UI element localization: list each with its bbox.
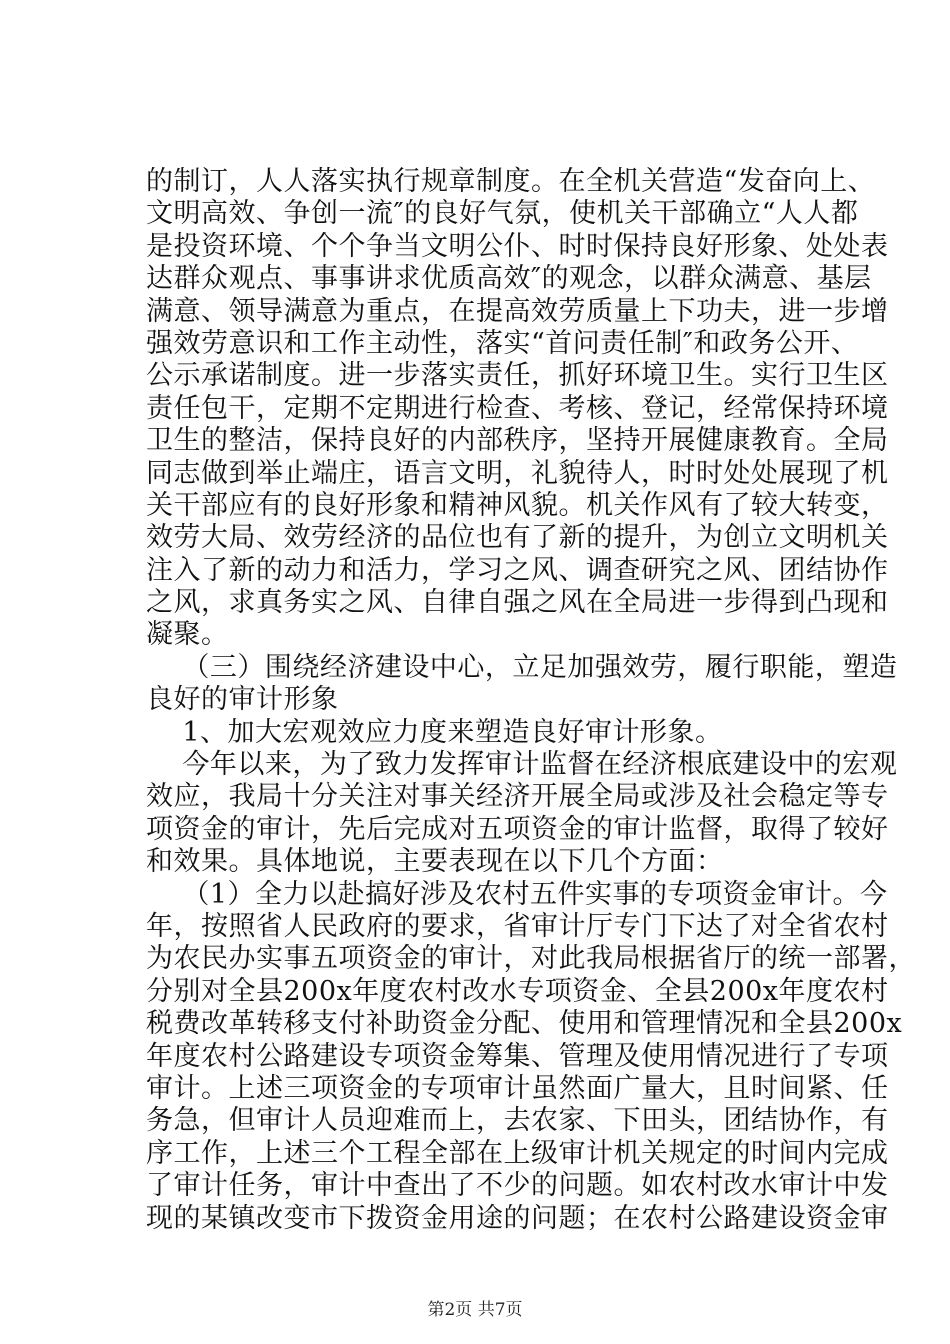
text-line: 满意、领导满意为重点，在提高效劳质量上下功夫，进一步增: [146, 295, 889, 327]
text-line: 效应，我局十分关注对事关经济开展全局或涉及社会稳定等专: [146, 781, 889, 813]
text-line: 是投资环境、个个争当文明公仆、时时保持良好形象、处处表: [146, 230, 889, 262]
page-number: 第2页 共7页: [427, 1300, 523, 1320]
section-heading-line: 良好的审计形象: [146, 684, 339, 716]
text-line: 年，按照省人民政府的要求，省审计厅专门下达了对全省农村: [146, 910, 889, 942]
text-line: 审计。上述三项资金的专项审计虽然面广量大，且时间紧、任: [146, 1072, 889, 1104]
text-line: 之风，求真务实之风、自律自强之风在全局进一步得到凸现和: [146, 587, 889, 619]
text-line: 公示承诺制度。进一步落实责任，抓好环境卫生。实行卫生区: [146, 360, 889, 392]
text-line: 凝聚。: [146, 619, 229, 651]
text-line: 强效劳意识和工作主动性，落实“首问责任制″和政务公开、: [146, 327, 859, 359]
text-line: 务急，但审计人员迎难而上，去农家、下田头，团结协作，有: [146, 1105, 889, 1137]
body-text: [146, 166, 916, 1235]
text-line: 年度农村公路建设专项资金筹集、管理及使用情况进行了专项: [146, 1040, 889, 1072]
text-line: 和效果。具体地说，主要表现在以下几个方面：: [146, 846, 724, 878]
section-heading-line: （三）围绕经济建设中心，立足加强效劳，履行职能，塑造: [146, 651, 898, 683]
text-line: 今年以来，为了致力发挥审计监督在经济根底建设中的宏观: [146, 749, 898, 781]
text-line: 效劳大局、效劳经济的品位也有了新的提升，为创立文明机关: [146, 522, 889, 554]
text-line: 文明高效、争创一流″的良好气氛，使机关干部确立“人人都: [146, 198, 859, 230]
subheading-line: 1、加大宏观效应力度来塑造良好审计形象。: [146, 716, 723, 748]
text-line: （1）全力以赴搞好涉及农村五件实事的专项资金审计。今: [146, 878, 888, 910]
text-line: 达群众观点、事事讲求优质高效″的观念，以群众满意、基层: [146, 263, 872, 295]
text-line: 的制订，人人落实执行规章制度。在全机关营造“发奋向上、: [146, 166, 876, 197]
text-line: 分别对全县200x年度农村改水专项资金、全县200x年度农村: [146, 975, 889, 1007]
text-line: 注入了新的动力和活力，学习之风、调查研究之风、团结协作: [146, 554, 889, 586]
text-line: 现的某镇改变市下拨资金用途的问题；在农村公路建设资金审: [146, 1202, 889, 1234]
text-line: 了审计任务，审计中查出了不少的问题。如农村改水审计中发: [146, 1170, 889, 1202]
text-line: 税费改革转移支付补助资金分配、使用和管理情况和全县200x: [146, 1008, 903, 1040]
text-line: 序工作，上述三个工程全部在上级审计机关规定的时间内完成: [146, 1137, 889, 1169]
page-footer: [0, 1300, 950, 1320]
text-line: 同志做到举止端庄，语言文明，礼貌待人，时时处处展现了机: [146, 457, 889, 489]
text-line: 项资金的审计，先后完成对五项资金的审计监督，取得了较好: [146, 813, 889, 845]
text-line: 关干部应有的良好形象和精神风貌。机关作风有了较大转变，: [146, 489, 889, 521]
text-line: 责任包干，定期不定期进行检查、考核、登记，经常保持环境: [146, 392, 889, 424]
text-line: 为农民办实事五项资金的审计，对此我局根据省厅的统一部署，: [146, 943, 916, 975]
text-line: 卫生的整洁，保持良好的内部秩序，坚持开展健康教育。全局: [146, 425, 889, 457]
